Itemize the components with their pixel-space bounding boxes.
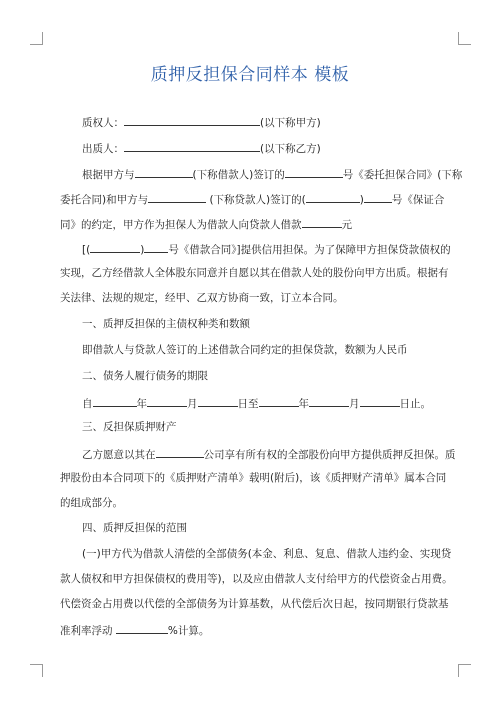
text: 号《借款合同》]提供信用担保。为了保障甲方担保贷款债权的 [168, 244, 451, 256]
text: 乙方愿意以其在 [82, 449, 156, 461]
company-blank[interactable] [156, 446, 204, 458]
text: 年 [298, 398, 309, 410]
section3-line1 [82, 446, 472, 462]
section4-heading: 四、质押反担保的范围 [82, 522, 187, 534]
text: 公司享有所有权的全部股份向甲方提供质押反担保。质 [203, 449, 456, 461]
para1-line2 [60, 191, 450, 207]
text: 自 [82, 398, 93, 410]
entrust-contract-no-blank[interactable] [285, 166, 343, 178]
lender-blank[interactable] [148, 191, 206, 203]
text: 准利率浮动 [60, 625, 116, 637]
document-title: 质押反担保合同样本 模板 [150, 65, 350, 85]
text: ) [359, 194, 364, 206]
start-month-blank[interactable] [147, 395, 187, 407]
section4-line2: 款人债权和甲方担保债权的费用等)，以及应由借款人支付给甲方的代偿资金占用费。 [60, 573, 453, 585]
pledgor-suffix: (以下称乙方) [260, 143, 321, 155]
term-line [82, 395, 472, 411]
guarantee-contract-no-blank[interactable] [364, 191, 392, 203]
pledgor-line [82, 140, 472, 156]
text: %计算。 [167, 625, 210, 637]
pledgee-suffix: (以下称甲方) [260, 117, 321, 129]
crop-mark-top-right [458, 32, 471, 45]
para2-line2: 实现，乙方经借款人全体股东同意并自愿以其在借款人处的股份向甲方出质。根据有 [60, 267, 449, 279]
text: ) [140, 244, 145, 256]
text: [( [82, 244, 91, 256]
loan-contract-no-blank[interactable] [144, 241, 168, 253]
section2-heading: 二、债务人履行债务的期限 [82, 370, 208, 382]
crop-mark-bottom-right [458, 664, 471, 677]
text: 号《委托担保合同》(下称 [342, 169, 463, 181]
section1-heading: 一、质押反担保的主债权种类和数额 [82, 318, 250, 330]
para2-line1 [82, 241, 472, 257]
text: 委托合同)和甲方与 [60, 194, 149, 206]
section4-line3: 代偿资金占用费以代偿的全部债务为计算基数，从代偿后次日起，按同期银行贷款基 [60, 598, 449, 610]
loan-contract-year-blank[interactable] [90, 241, 140, 253]
end-day-blank[interactable] [360, 395, 400, 407]
pledgor-label: 出质人： [82, 143, 124, 155]
section3-line3: 的组成部分。 [60, 497, 123, 509]
pledgee-label: 质权人： [82, 117, 124, 129]
rate-float-blank[interactable] [116, 622, 168, 634]
section3-line2: 押股份由本合同项下的《质押财产清单》载明(附后)，该《质押财产清单》属本合同 [60, 472, 447, 484]
text: 元 [341, 219, 352, 231]
pledgor-blank[interactable] [124, 140, 260, 152]
text: 月 [187, 398, 198, 410]
start-year-blank[interactable] [93, 395, 137, 407]
start-day-blank[interactable] [198, 395, 238, 407]
text: 号《保证合 [391, 194, 445, 206]
text: 根据甲方与 [82, 169, 135, 181]
text: 同》的约定，甲方作为担保人为借款人向贷款人借款 [60, 219, 302, 231]
end-year-blank[interactable] [259, 395, 299, 407]
text: 月 [349, 398, 360, 410]
borrower-blank[interactable] [135, 166, 193, 178]
para2-line3: 关法律、法规的规定，经甲、乙双方协商一致，订立本合同。 [60, 292, 344, 304]
text: (下称贷款人)签订的( [206, 194, 306, 206]
text: 日止。 [399, 398, 431, 410]
crop-mark-top-left [30, 32, 43, 45]
text: 日至 [237, 398, 259, 410]
section4-line4 [60, 622, 450, 638]
section3-heading: 三、反担保质押财产 [82, 421, 177, 433]
guarantee-contract-year-blank[interactable] [306, 191, 360, 203]
text: (下称借款人)签订的 [192, 169, 285, 181]
text: 年 [136, 398, 147, 410]
pledgee-blank[interactable] [124, 114, 260, 126]
pledgee-line [82, 114, 472, 130]
loan-amount-blank[interactable] [302, 216, 342, 228]
end-month-blank[interactable] [309, 395, 349, 407]
para1-line1 [82, 166, 472, 182]
crop-mark-bottom-left [30, 664, 43, 677]
section4-line1: (一)甲方代为借款人清偿的全部债务(本金、利息、复息、借款人违约金、实现贷 [82, 548, 452, 560]
section1-body: 即借款人与贷款人签订的上述借款合同约定的担保贷款，数额为人民币 [82, 344, 408, 356]
para1-line3 [60, 216, 450, 232]
